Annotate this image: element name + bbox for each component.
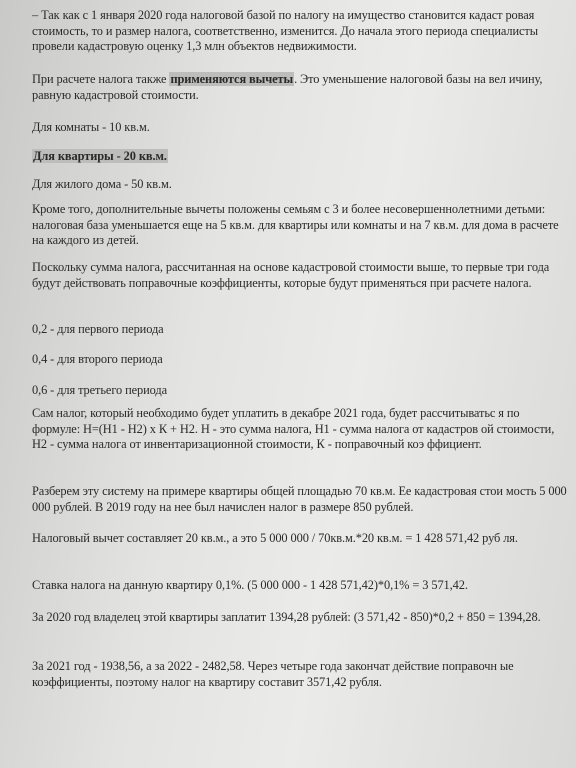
coefficient-second: 0,4 - для второго периода	[32, 352, 163, 366]
document-page	[14, 0, 576, 768]
paragraph-deduction-calc: Налоговый вычет составляет 20 кв.м., а это 5 000 000 / 70кв.м.*20 кв.м. = 1 428 571,42 руб ля.	[32, 531, 518, 545]
deductions-text-after: . Это уменьшение налоговой базы на вел ичину, равную кадастровой стоимости.	[32, 72, 543, 102]
deductions-highlight: применяются вычеты	[170, 72, 294, 86]
paragraph-2021-2022: За 2021 год - 1938,56, а за 2022 - 2482,58. Через четыре года закончат действие поправочн ые коэффициенты, поэтому налог на квартиру составит 3571,42 рубля.	[32, 659, 514, 689]
paragraph-example: Разберем эту систему на примере квартиры общей площадью 70 кв.м. Ее кадастровая стои мость 5 000 000 рублей. В 2019 году на нее был начислен налог в размере 850 рублей.	[32, 484, 567, 514]
deductions-text-before: При расчете налога также	[32, 72, 170, 86]
paragraph-formula: Сам налог, который необходимо будет уплатить в декабре 2021 года, будет рассчитыватьс я по формуле: Н=(Н1 - Н2) х К + Н2. Н - это сумма налога, Н1 - сумма налога от кадастров ой стоимости, Н2 - сумма налога от инвентаризационной стоимости, К - поправочный коэ ффициент.	[32, 406, 555, 451]
paragraph-apartment	[32, 149, 568, 165]
apartment-highlight: Для квартиры - 20 кв.м.	[33, 149, 167, 163]
paragraph-deductions	[32, 72, 568, 103]
paragraph-house: Для жилого дома - 50 кв.м.	[32, 177, 172, 191]
coefficient-first: 0,2 - для первого периода	[32, 322, 164, 336]
paragraph-coefficients: Поскольку сумма налога, рассчитанная на основе кадастровой стоимости выше, то первые три года будут действовать поправочные коэффициенты, которые будут применяться при расчете налога.	[32, 260, 550, 290]
coefficient-third: 0,6 - для третьего периода	[32, 383, 167, 397]
paragraph-room: Для комнаты - 10 кв.м.	[32, 120, 150, 134]
paragraph-families: Кроме того, дополнительные вычеты положены семьям с 3 и более несовершеннолетними детьми: налоговая база уменьшается еще на 5 кв.м. для квартиры или комнаты и на 7 кв.м. для дома в расчете на каждого из детей.	[32, 202, 559, 247]
paragraph-2020: За 2020 год владелец этой квартиры заплатит 1394,28 рублей: (3 571,42 - 850)*0,2 + 850 = 1394,28.	[32, 610, 541, 624]
paragraph-intro: – Так как с 1 января 2020 года налоговой базой по налогу на имущество становится кадаст ровая стоимость, то и размер налога, соответственно, изменится. До начала этого периода специалисты провели кадастровую оценку 1,3 млн объектов недвижимости.	[32, 8, 538, 53]
paragraph-rate: Ставка налога на данную квартиру 0,1%. (5 000 000 - 1 428 571,42)*0,1% = 3 571,42.	[32, 578, 468, 592]
